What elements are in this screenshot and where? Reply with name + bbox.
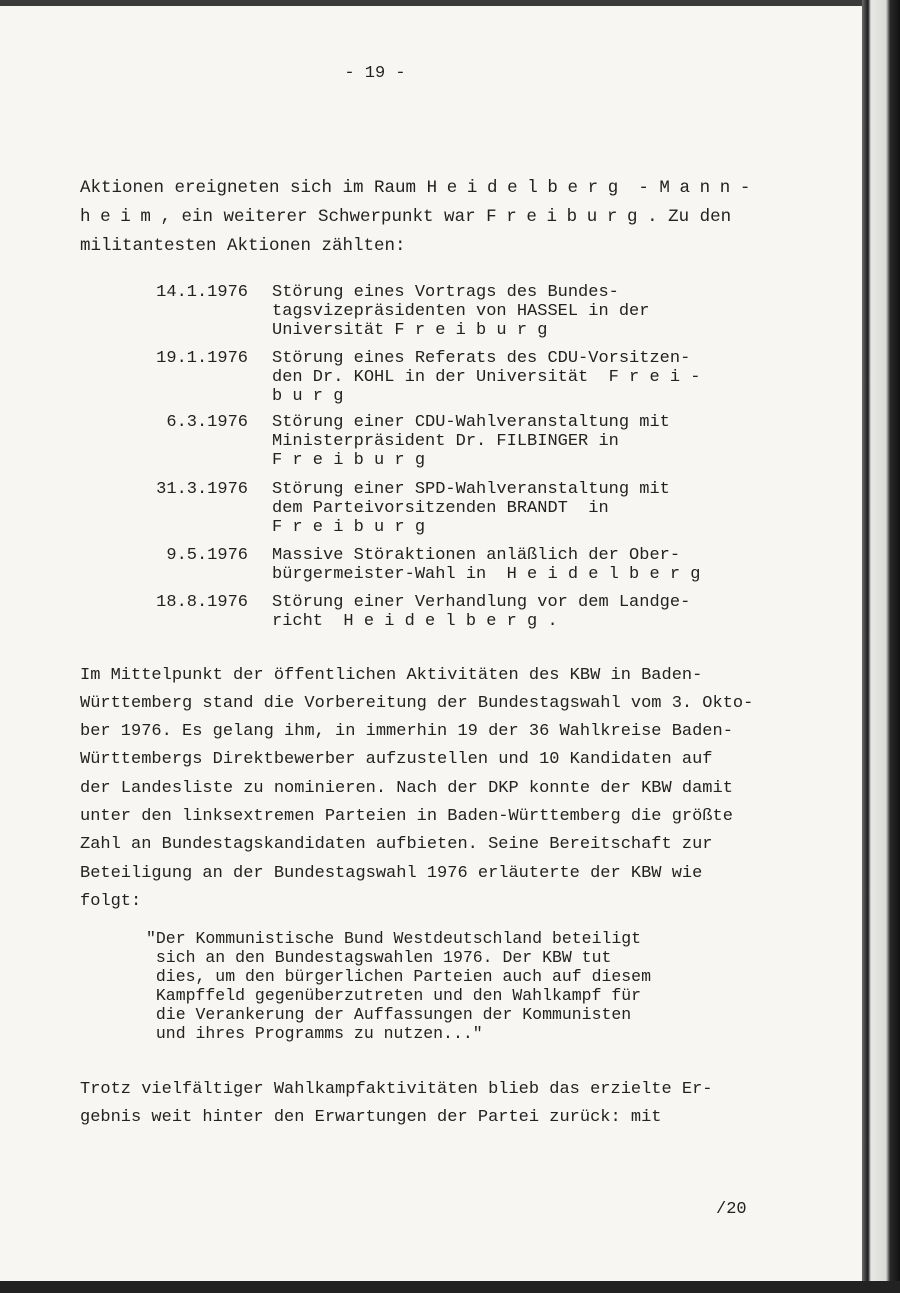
entry-text: Störung eines Vortrags des Bundes- — [272, 283, 619, 302]
intro-text: . Zu den — [647, 207, 732, 227]
quote-line: Kampffeld gegenüberzutreten und den Wahlkampf für — [146, 986, 642, 1005]
entry-text: Massive Störaktionen anläßlich der Ober- — [272, 546, 681, 565]
intro-text: , ein weiterer Schwerpunkt war — [160, 207, 487, 227]
entry-text: bürgermeister-Wahl in H e i d e l b e r g — [272, 565, 701, 584]
entry-text: Ministerpräsident Dr. FILBINGER in — [272, 432, 619, 451]
entry-text: F r e i b u r g — [272, 518, 426, 537]
quote-line: die Verankerung der Auffassungen der Kommunisten — [146, 1005, 632, 1024]
intro-line-3: militantesten Aktionen zählten: — [80, 236, 406, 256]
paragraph-line: folgt: — [80, 892, 142, 911]
paragraph-line: der Landesliste zu nominieren. Nach der DKP konnte der KBW damit — [80, 779, 733, 798]
entry-text: Störung eines Referats des CDU-Vorsitzen- — [272, 349, 691, 368]
quote-line: und ihres Programms zu nutzen..." — [146, 1024, 483, 1043]
entry-text: tagsvizepräsidenten von HASSEL in der — [272, 302, 650, 321]
quote-line: sich an den Bundestagswahlen 1976. Der KBW tut — [146, 948, 612, 967]
paragraph-line: Im Mittelpunkt der öffentlichen Aktivitäten des KBW in Baden- — [80, 666, 703, 685]
entry-date: 18.8.1976 — [156, 593, 248, 612]
spaced-place-mannheim-end: heim — [80, 207, 161, 227]
page-edge — [862, 0, 900, 1293]
intro-line-2 — [80, 207, 731, 227]
quote-line: dies, um den bürgerlichen Parteien auch auf diesem — [146, 967, 651, 986]
entry-date: 31.3.1976 — [156, 480, 248, 499]
page-number: - 19 - — [344, 64, 406, 83]
bottom-edge — [0, 1281, 900, 1293]
entry-text: Störung einer SPD-Wahlveranstaltung mit — [272, 480, 670, 499]
entry-text: dem Parteivorsitzenden BRANDT in — [272, 499, 609, 518]
entry-date: 9.5.1976 — [166, 546, 248, 565]
quote-line: "Der Kommunistische Bund Westdeutschland beteiligt — [146, 929, 642, 948]
entry-date: 19.1.1976 — [156, 349, 248, 368]
paragraph-line: Zahl an Bundestagskandidaten aufbieten. Seine Bereitschaft zur — [80, 835, 713, 854]
spaced-place-freiburg: Freiburg — [486, 207, 648, 227]
paragraph-line: ber 1976. Es gelang ihm, in immerhin 19 der 36 Wahlkreise Baden- — [80, 722, 733, 741]
paragraph-line: Trotz vielfältiger Wahlkampfaktivitäten blieb das erzielte Er- — [80, 1080, 713, 1099]
entry-date: 14.1.1976 — [156, 283, 248, 302]
entry-text: richt H e i d e l b e r g . — [272, 612, 558, 631]
paragraph-line: unter den linksextremen Parteien in Baden-Württemberg die größte — [80, 807, 733, 826]
spaced-place-heidelberg: Heidelberg — [426, 178, 628, 198]
next-page-reference: /20 — [716, 1200, 747, 1219]
intro-dash: - — [627, 178, 660, 198]
entry-date: 6.3.1976 — [166, 413, 248, 432]
entry-text: Störung einer Verhandlung vor dem Landge- — [272, 593, 691, 612]
paragraph-line: Württemberg stand die Vorbereitung der Bundestagswahl vom 3. Okto- — [80, 694, 754, 713]
intro-text: Aktionen ereigneten sich im Raum — [80, 178, 427, 198]
entry-text: Störung einer CDU-Wahlveranstaltung mit — [272, 413, 670, 432]
paragraph-line: gebnis weit hinter den Erwartungen der Partei zurück: mit — [80, 1108, 662, 1127]
document-page — [0, 6, 862, 1281]
entry-text: Universität F r e i b u r g — [272, 321, 548, 340]
paragraph-line: Beteiligung an der Bundestagswahl 1976 erläuterte der KBW wie — [80, 864, 703, 883]
entry-text: F r e i b u r g — [272, 451, 426, 470]
intro-line-1 — [80, 178, 760, 198]
spaced-place-mannheim-start: Mann- — [659, 178, 760, 198]
entry-text: b u r g — [272, 387, 344, 406]
entry-text: den Dr. KOHL in der Universität F r e i - — [272, 368, 701, 387]
paragraph-line: Württembergs Direktbewerber aufzustellen und 10 Kandidaten auf — [80, 750, 713, 769]
